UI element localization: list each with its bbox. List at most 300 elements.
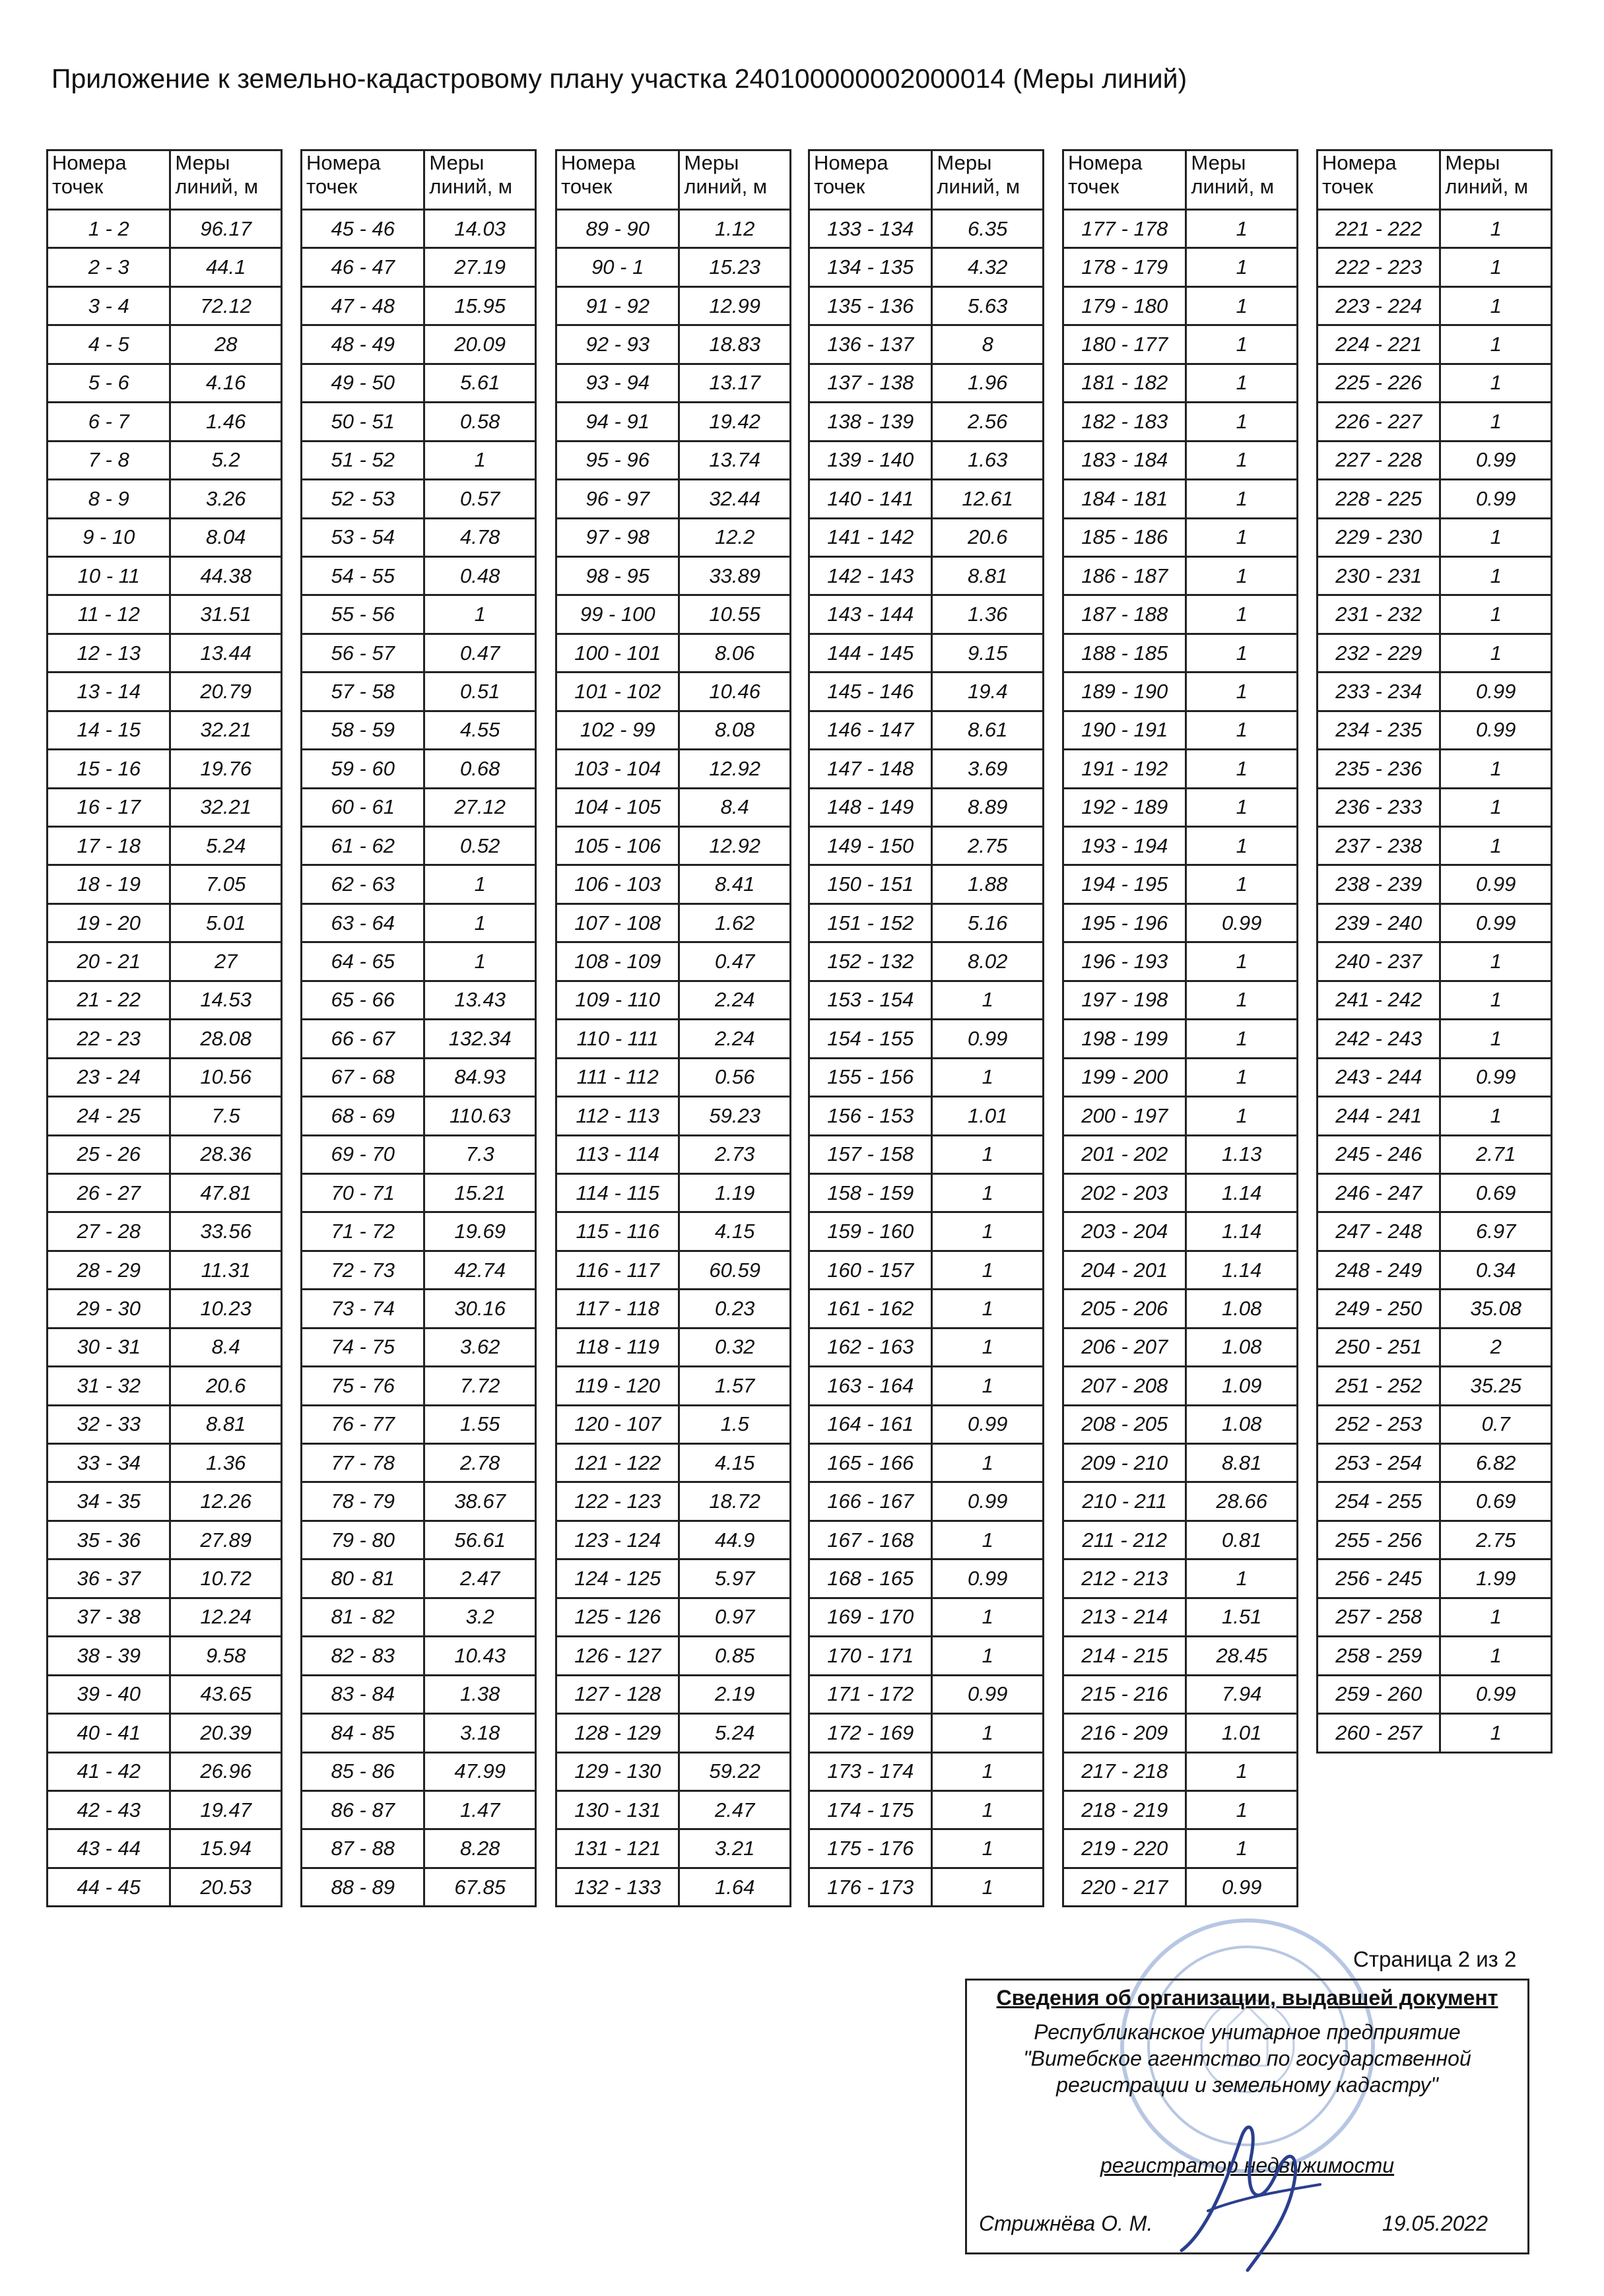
line-length: 0.99 <box>932 1675 1044 1713</box>
point-pair: 90 - 1 <box>556 248 679 286</box>
line-length: 1 <box>932 1714 1044 1752</box>
point-pair: 101 - 102 <box>556 672 679 711</box>
table-row <box>1063 403 1298 441</box>
point-pair: 155 - 156 <box>809 1058 932 1096</box>
point-pair: 235 - 236 <box>1318 750 1440 788</box>
line-length: 30.16 <box>424 1290 536 1328</box>
line-length: 1 <box>932 1212 1044 1251</box>
point-pair: 219 - 220 <box>1063 1829 1186 1868</box>
point-pair: 194 - 195 <box>1063 865 1186 903</box>
table-row <box>302 1482 536 1521</box>
table-row <box>556 1598 791 1636</box>
line-length: 0.99 <box>932 1020 1044 1058</box>
table-row <box>809 1444 1044 1482</box>
line-length: 3.62 <box>424 1328 536 1366</box>
table-row <box>809 1790 1044 1829</box>
point-pair: 48 - 49 <box>302 325 424 364</box>
line-length: 15.95 <box>424 286 536 325</box>
line-length: 2.71 <box>1440 1135 1552 1173</box>
point-pair: 3 - 4 <box>48 286 170 325</box>
table-row <box>1318 556 1552 595</box>
line-length: 0.99 <box>1440 1058 1552 1096</box>
table-row <box>1063 480 1298 518</box>
table-row <box>809 441 1044 479</box>
line-length: 1 <box>1440 981 1552 1019</box>
line-length: 1.38 <box>424 1675 536 1713</box>
line-length: 8.81 <box>170 1405 282 1443</box>
point-pair: 152 - 132 <box>809 942 932 981</box>
point-pair: 49 - 50 <box>302 364 424 402</box>
line-length: 1.09 <box>1186 1367 1298 1405</box>
line-length: 31.51 <box>170 595 282 634</box>
point-pair: 183 - 184 <box>1063 441 1186 479</box>
table-row <box>1318 325 1552 364</box>
point-pair: 218 - 219 <box>1063 1790 1186 1829</box>
point-pair: 132 - 133 <box>556 1868 679 1906</box>
measurements-table <box>808 149 1044 1907</box>
point-pair: 64 - 65 <box>302 942 424 981</box>
table-row <box>1318 1482 1552 1521</box>
table-row <box>1063 518 1298 556</box>
table-row <box>1063 1290 1298 1328</box>
table-row <box>1318 1521 1552 1559</box>
table-row <box>809 672 1044 711</box>
table-row <box>556 210 791 248</box>
point-pair: 46 - 47 <box>302 248 424 286</box>
point-pair: 253 - 254 <box>1318 1444 1440 1482</box>
line-length: 13.17 <box>679 364 791 402</box>
line-length: 2.73 <box>679 1135 791 1173</box>
point-pair: 236 - 233 <box>1318 788 1440 826</box>
point-pair: 53 - 54 <box>302 518 424 556</box>
point-pair: 203 - 204 <box>1063 1212 1186 1251</box>
point-pair: 98 - 95 <box>556 556 679 595</box>
line-length: 1 <box>1186 556 1298 595</box>
point-pair: 79 - 80 <box>302 1521 424 1559</box>
line-length: 1.13 <box>1186 1135 1298 1173</box>
table-row <box>48 1058 282 1096</box>
line-length: 26.96 <box>170 1752 282 1790</box>
line-length: 4.78 <box>424 518 536 556</box>
point-pair: 217 - 218 <box>1063 1752 1186 1790</box>
point-pair: 29 - 30 <box>48 1290 170 1328</box>
line-length: 10.55 <box>679 595 791 634</box>
point-pair: 44 - 45 <box>48 1868 170 1906</box>
point-pair: 24 - 25 <box>48 1097 170 1135</box>
line-length: 1 <box>1440 788 1552 826</box>
point-pair: 233 - 234 <box>1318 672 1440 711</box>
point-pair: 163 - 164 <box>809 1367 932 1405</box>
table-row <box>1063 1444 1298 1482</box>
line-length: 0.99 <box>1440 672 1552 711</box>
point-pair: 4 - 5 <box>48 325 170 364</box>
table-row <box>809 1290 1044 1328</box>
point-pair: 30 - 31 <box>48 1328 170 1366</box>
table-row <box>1063 711 1298 749</box>
line-length: 6.35 <box>932 210 1044 248</box>
line-length: 28 <box>170 325 282 364</box>
table-row <box>48 903 282 942</box>
point-pair: 54 - 55 <box>302 556 424 595</box>
table-row <box>1063 441 1298 479</box>
line-length: 1.5 <box>679 1405 791 1443</box>
header-points: Номера точек <box>1063 150 1186 210</box>
line-length: 1 <box>1440 325 1552 364</box>
point-pair: 229 - 230 <box>1318 518 1440 556</box>
line-length: 1 <box>424 441 536 479</box>
point-pair: 140 - 141 <box>809 480 932 518</box>
point-pair: 184 - 181 <box>1063 480 1186 518</box>
table-row <box>302 1328 536 1366</box>
point-pair: 220 - 217 <box>1063 1868 1186 1906</box>
line-length: 4.55 <box>424 711 536 749</box>
table-row <box>556 1173 791 1212</box>
point-pair: 193 - 194 <box>1063 827 1186 865</box>
line-length: 1 <box>932 1328 1044 1366</box>
table-row <box>1318 480 1552 518</box>
table-row <box>48 556 282 595</box>
line-length: 1 <box>1186 865 1298 903</box>
point-pair: 10 - 11 <box>48 556 170 595</box>
line-length: 5.24 <box>679 1714 791 1752</box>
point-pair: 231 - 232 <box>1318 595 1440 634</box>
point-pair: 199 - 200 <box>1063 1058 1186 1096</box>
line-length: 1 <box>1440 210 1552 248</box>
line-length: 1 <box>1440 1637 1552 1675</box>
line-length: 8 <box>932 325 1044 364</box>
line-length: 5.24 <box>170 827 282 865</box>
table-row <box>809 942 1044 981</box>
table-row <box>1063 1212 1298 1251</box>
point-pair: 80 - 81 <box>302 1559 424 1598</box>
line-length: 1.64 <box>679 1868 791 1906</box>
table-row <box>556 1714 791 1752</box>
point-pair: 12 - 13 <box>48 634 170 672</box>
point-pair: 73 - 74 <box>302 1290 424 1328</box>
table-row <box>556 1097 791 1135</box>
line-length: 12.24 <box>170 1598 282 1636</box>
table-row <box>302 1020 536 1058</box>
point-pair: 147 - 148 <box>809 750 932 788</box>
point-pair: 166 - 167 <box>809 1482 932 1521</box>
line-length: 15.21 <box>424 1173 536 1212</box>
table-row <box>1318 1405 1552 1443</box>
point-pair: 197 - 198 <box>1063 981 1186 1019</box>
line-length: 19.47 <box>170 1790 282 1829</box>
point-pair: 97 - 98 <box>556 518 679 556</box>
line-length: 4.15 <box>679 1212 791 1251</box>
table-row <box>556 441 791 479</box>
point-pair: 224 - 221 <box>1318 325 1440 364</box>
line-length: 8.89 <box>932 788 1044 826</box>
point-pair: 45 - 46 <box>302 210 424 248</box>
table-row <box>556 1328 791 1366</box>
table-row <box>302 1405 536 1443</box>
registrar-name: Стрижнёва О. М. <box>979 2212 1153 2235</box>
line-length: 14.53 <box>170 981 282 1019</box>
table-row <box>1318 1097 1552 1135</box>
table-row <box>1318 1559 1552 1598</box>
point-pair: 247 - 248 <box>1318 1212 1440 1251</box>
point-pair: 242 - 243 <box>1318 1020 1440 1058</box>
line-length: 3.2 <box>424 1598 536 1636</box>
table-row <box>302 1251 536 1289</box>
table-row <box>809 480 1044 518</box>
table-row <box>48 634 282 672</box>
line-length: 1 <box>1186 788 1298 826</box>
table-row <box>1318 1598 1552 1636</box>
table-row <box>809 286 1044 325</box>
line-length: 1.46 <box>170 403 282 441</box>
line-length: 1.01 <box>1186 1714 1298 1752</box>
point-pair: 151 - 152 <box>809 903 932 942</box>
measurements-table <box>555 149 791 1907</box>
point-pair: 239 - 240 <box>1318 903 1440 942</box>
point-pair: 21 - 22 <box>48 981 170 1019</box>
table-row <box>1318 248 1552 286</box>
point-pair: 157 - 158 <box>809 1135 932 1173</box>
line-length: 44.1 <box>170 248 282 286</box>
table-row <box>1063 210 1298 248</box>
table-row <box>1063 1829 1298 1868</box>
point-pair: 43 - 44 <box>48 1829 170 1868</box>
point-pair: 173 - 174 <box>809 1752 932 1790</box>
point-pair: 37 - 38 <box>48 1598 170 1636</box>
point-pair: 35 - 36 <box>48 1521 170 1559</box>
line-length: 0.99 <box>1440 865 1552 903</box>
organization-line-2: "Витебское агентство по государственной <box>1023 2047 1471 2070</box>
point-pair: 25 - 26 <box>48 1135 170 1173</box>
point-pair: 7 - 8 <box>48 441 170 479</box>
table-row <box>556 711 791 749</box>
point-pair: 209 - 210 <box>1063 1444 1186 1482</box>
table-row <box>809 1058 1044 1096</box>
line-length: 1 <box>932 1868 1044 1906</box>
table-row <box>1318 1328 1552 1366</box>
point-pair: 123 - 124 <box>556 1521 679 1559</box>
table-row <box>1063 1328 1298 1366</box>
line-length: 1 <box>1440 750 1552 788</box>
line-length: 20.79 <box>170 672 282 711</box>
table-row <box>48 441 282 479</box>
point-pair: 171 - 172 <box>809 1675 932 1713</box>
table-row <box>809 1675 1044 1713</box>
line-length: 1 <box>1186 750 1298 788</box>
table-row <box>1063 1251 1298 1289</box>
line-length: 1 <box>1186 1020 1298 1058</box>
table-row <box>1063 1405 1298 1443</box>
point-pair: 212 - 213 <box>1063 1559 1186 1598</box>
table-row <box>809 903 1044 942</box>
line-length: 11.31 <box>170 1251 282 1289</box>
header-points: Номера точек <box>1318 150 1440 210</box>
table-row <box>302 518 536 556</box>
table-row <box>809 364 1044 402</box>
table-row <box>48 1020 282 1058</box>
table-row <box>1318 1637 1552 1675</box>
table-row <box>809 248 1044 286</box>
table-row <box>48 480 282 518</box>
point-pair: 188 - 185 <box>1063 634 1186 672</box>
line-length: 0.69 <box>1440 1173 1552 1212</box>
point-pair: 213 - 214 <box>1063 1598 1186 1636</box>
point-pair: 130 - 131 <box>556 1790 679 1829</box>
point-pair: 94 - 91 <box>556 403 679 441</box>
point-pair: 256 - 245 <box>1318 1559 1440 1598</box>
point-pair: 190 - 191 <box>1063 711 1186 749</box>
line-length: 5.61 <box>424 364 536 402</box>
table-row <box>1063 248 1298 286</box>
point-pair: 63 - 64 <box>302 903 424 942</box>
line-length: 1 <box>1186 403 1298 441</box>
table-row <box>1063 1173 1298 1212</box>
line-length: 8.04 <box>170 518 282 556</box>
point-pair: 75 - 76 <box>302 1367 424 1405</box>
line-length: 1 <box>1186 981 1298 1019</box>
table-row <box>556 981 791 1019</box>
line-length: 8.41 <box>679 865 791 903</box>
table-row <box>809 1212 1044 1251</box>
table-row <box>556 903 791 942</box>
table-row <box>556 827 791 865</box>
line-length: 32.44 <box>679 480 791 518</box>
table-row <box>556 1482 791 1521</box>
line-length: 0.52 <box>424 827 536 865</box>
table-row <box>48 403 282 441</box>
table-row <box>556 595 791 634</box>
table-row <box>809 1752 1044 1790</box>
line-length: 19.76 <box>170 750 282 788</box>
point-pair: 226 - 227 <box>1318 403 1440 441</box>
line-length: 1 <box>1186 1790 1298 1829</box>
table-row <box>302 480 536 518</box>
point-pair: 32 - 33 <box>48 1405 170 1443</box>
point-pair: 8 - 9 <box>48 480 170 518</box>
line-length: 60.59 <box>679 1251 791 1289</box>
line-length: 47.81 <box>170 1173 282 1212</box>
table-row <box>48 1521 282 1559</box>
point-pair: 192 - 189 <box>1063 788 1186 826</box>
organization-line-3: регистрации и земельному кадастру" <box>1056 2073 1438 2097</box>
table-row <box>1318 711 1552 749</box>
line-length: 1.08 <box>1186 1328 1298 1366</box>
point-pair: 198 - 199 <box>1063 1020 1186 1058</box>
line-length: 28.36 <box>170 1135 282 1173</box>
table-row <box>302 903 536 942</box>
point-pair: 86 - 87 <box>302 1790 424 1829</box>
line-length: 20.09 <box>424 325 536 364</box>
table-row <box>1063 364 1298 402</box>
line-length: 12.2 <box>679 518 791 556</box>
table-row <box>48 1675 282 1713</box>
table-row <box>809 1559 1044 1598</box>
point-pair: 186 - 187 <box>1063 556 1186 595</box>
line-length: 12.61 <box>932 480 1044 518</box>
point-pair: 241 - 242 <box>1318 981 1440 1019</box>
table-row <box>809 1097 1044 1135</box>
table-row <box>1063 750 1298 788</box>
point-pair: 106 - 103 <box>556 865 679 903</box>
point-pair: 158 - 159 <box>809 1173 932 1212</box>
table-row <box>1318 1212 1552 1251</box>
table-row <box>1063 1598 1298 1636</box>
point-pair: 125 - 126 <box>556 1598 679 1636</box>
table-row <box>1063 1868 1298 1906</box>
point-pair: 77 - 78 <box>302 1444 424 1482</box>
table-row <box>48 1559 282 1598</box>
point-pair: 59 - 60 <box>302 750 424 788</box>
point-pair: 185 - 186 <box>1063 518 1186 556</box>
table-row <box>1318 441 1552 479</box>
point-pair: 146 - 147 <box>809 711 932 749</box>
point-pair: 82 - 83 <box>302 1637 424 1675</box>
point-pair: 238 - 239 <box>1318 865 1440 903</box>
line-length: 1.96 <box>932 364 1044 402</box>
point-pair: 28 - 29 <box>48 1251 170 1289</box>
line-length: 1 <box>1186 1752 1298 1790</box>
line-length: 1 <box>1186 1559 1298 1598</box>
line-length: 15.23 <box>679 248 791 286</box>
table-row <box>1063 556 1298 595</box>
line-length: 1 <box>1440 364 1552 402</box>
line-length: 0.99 <box>1186 903 1298 942</box>
line-length: 1 <box>1440 248 1552 286</box>
point-pair: 89 - 90 <box>556 210 679 248</box>
line-length: 20.53 <box>170 1868 282 1906</box>
line-length: 1 <box>1186 595 1298 634</box>
point-pair: 159 - 160 <box>809 1212 932 1251</box>
point-pair: 58 - 59 <box>302 711 424 749</box>
line-length: 8.4 <box>679 788 791 826</box>
point-pair: 33 - 34 <box>48 1444 170 1482</box>
table-row <box>809 1521 1044 1559</box>
table-row <box>48 1868 282 1906</box>
point-pair: 103 - 104 <box>556 750 679 788</box>
table-row <box>809 1328 1044 1366</box>
point-pair: 66 - 67 <box>302 1020 424 1058</box>
point-pair: 18 - 19 <box>48 865 170 903</box>
table-row <box>1318 1020 1552 1058</box>
line-length: 1 <box>932 1251 1044 1289</box>
line-length: 3.69 <box>932 750 1044 788</box>
line-length: 44.9 <box>679 1521 791 1559</box>
table-row <box>1318 286 1552 325</box>
point-pair: 137 - 138 <box>809 364 932 402</box>
table-row <box>556 518 791 556</box>
table-row <box>1063 1790 1298 1829</box>
table-row <box>556 788 791 826</box>
line-length: 9.15 <box>932 634 1044 672</box>
point-pair: 23 - 24 <box>48 1058 170 1096</box>
line-length: 0.48 <box>424 556 536 595</box>
line-length: 0.85 <box>679 1637 791 1675</box>
point-pair: 189 - 190 <box>1063 672 1186 711</box>
point-pair: 202 - 203 <box>1063 1173 1186 1212</box>
line-length: 0.32 <box>679 1328 791 1366</box>
point-pair: 161 - 162 <box>809 1290 932 1328</box>
line-length: 0.56 <box>679 1058 791 1096</box>
table-row <box>556 865 791 903</box>
table-row <box>1318 981 1552 1019</box>
line-length: 0.99 <box>932 1482 1044 1521</box>
line-length: 1 <box>932 1829 1044 1868</box>
line-length: 7.5 <box>170 1097 282 1135</box>
page-title: Приложение к земельно-кадастровому плану участка 240100000002000014 (Меры линий) <box>51 63 1187 94</box>
line-length: 19.4 <box>932 672 1044 711</box>
point-pair: 208 - 205 <box>1063 1405 1186 1443</box>
line-length: 5.97 <box>679 1559 791 1598</box>
point-pair: 164 - 161 <box>809 1405 932 1443</box>
